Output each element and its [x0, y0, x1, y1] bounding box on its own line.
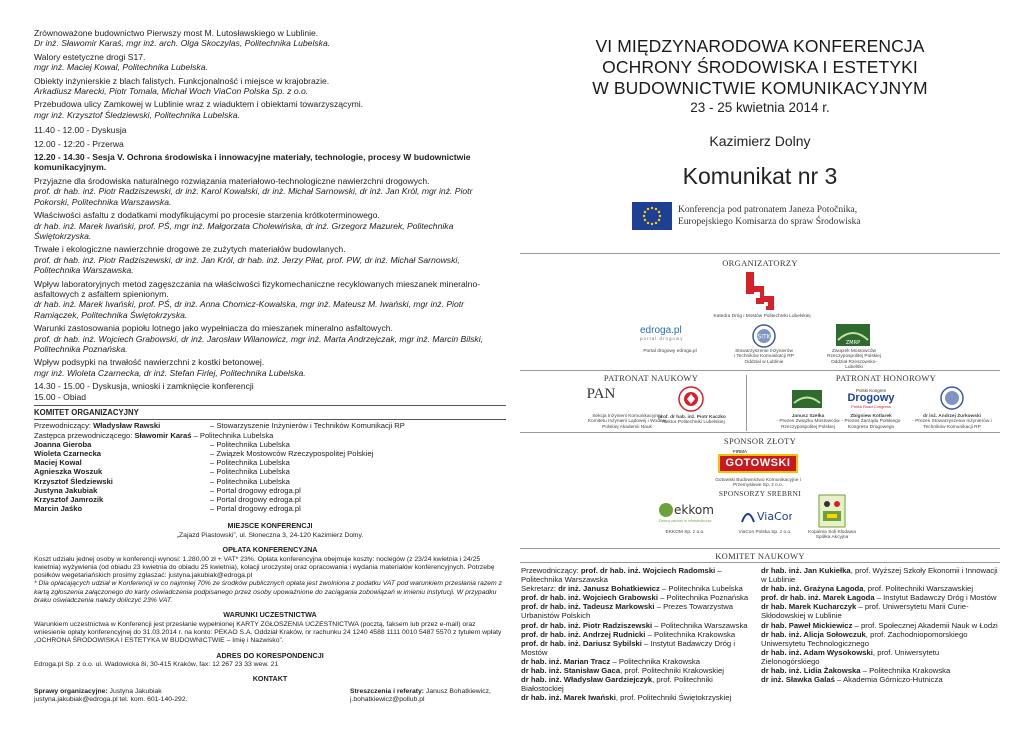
committee-entry: dr hab. inż. Marian Tracz – Politechnika Krakowska	[521, 656, 701, 666]
conference-title: VI MIĘDZYNARODOWA KONFERENCJA OCHRONY ŚRODOWISKA I ESTETYKI W BUDOWNICTWIE KOMUNIKACYJNYM	[592, 36, 928, 98]
zmrp-logo-text: ZMRP	[845, 340, 861, 346]
address-text: Edroga.pl Sp. z o.o. ul. Wadowicka 8i, 30-415 Kraków, fax: 12 267 23 33 wew. 21	[34, 661, 279, 669]
committee-entry: dr hab. inż. Marek Iwański, prof. Politechniki Świętokrzyskiej	[521, 693, 732, 703]
sitk-logo-small	[940, 386, 964, 410]
session-title: 12.20 - 14.30 - Sesja V. Ochrona środowiska i innowacyjne materiały, technologie, procesy W budownictwie komunikacyjnym.	[34, 152, 471, 173]
divider	[34, 419, 506, 420]
fee-text: Koszt udziału jednej osoby w konferencji wynosi: 1.280,00 zł + VAT* 23%. Opłata konferencyjna obejmuje koszty: noclegów (z 23/24 kwietnia i 24/25 kwietnia) wyżywienia (od obiadu 23 kwietnia do obiadu 25 kwietnia), kolacji uroczystej oraz opracowania i wydania materiałów konferencyjnych. Potrzebę posiłków wegetariańskich prosimy zgłaszać: justyna.jakubiak@edroga.pl	[34, 555, 495, 580]
committee-vice-chair	[34, 431, 506, 440]
talk-title: Wpływ podsypki na trwałość nawierzchni z kostki betonowej.	[34, 357, 265, 368]
talk-title: Trwałe i ekologiczne nawierzchnie drogowe ze zużytych materiałów budowlanych.	[34, 244, 346, 255]
talk-title: Przebudowa ulicy Zamkowej w Lublinie wraz z wiaduktem i obiektami towarzyszącymi.	[34, 99, 364, 110]
talk-title: Właściwości asfaltu z dodatkami modyfikującymi po procesie starzenia krótkoterminowego.	[34, 210, 380, 221]
talk-title: Walory estetyczne drogi S17.	[34, 51, 146, 62]
committee-chair	[34, 421, 506, 430]
committee-entry: dr hab. Marek Kucharczyk – prof. Uniwersytetu Marii Curie-Skłodowskiej w Lublinie	[761, 602, 969, 621]
committee-member: Krzysztof Jamrozik – Portal drogowy edroga.pl	[34, 495, 301, 505]
committee-entry: dr hab. inż. Grażyna Łagoda, prof. Politechniki Warszawskiej	[761, 584, 974, 594]
edroga-caption: Portal drogowy edroga.pl	[643, 349, 697, 354]
committee-entry: dr hab. inż. Jan Kukiełka, prof. Wyższej Szkoły Ekonomii i Innowacji w Lublinie	[761, 566, 998, 585]
ekkom-tagline: Zielony partner w infrastrukturze	[658, 519, 712, 523]
organizing-committee-title: KOMITET ORGANIZACYJNY	[34, 408, 139, 417]
contact-email[interactable]: justyna.jakubiak@edroga.pl tel. kom. 601-140-292.	[34, 696, 188, 704]
address-title: ADRES DO KORESPONDENCJI	[216, 650, 324, 660]
silver-sponsors-title: SPONSORZY SREBRNI	[718, 489, 802, 498]
header-column	[520, 28, 1000, 230]
conditions-text: Warunkiem uczestnictwa w Konferencji jest przesłanie wypełnionej KARTY ZGŁOSZENIA UCZESTNICTWA (pocztą, faksem lub przez e-mail) oraz wniesienie opłaty konferencyjnej do 31.03.2014 r. na konto: PEKAO S.A. Oddział Kraków, nr rachunku 24 1240 4588 1111 0010 5487 5570 z tytułem wpłaty „OCHRONA ŚRODOWISKA I ESTETYKA W BUDOWNICTWIE – Imię i Nazwisko”.	[34, 620, 502, 645]
talk-title: Wpływ laboratoryjnych metod zagęszczania na właściwości fizykomechaniczne recyklowanych mieszanek mineralno-asfaltowych z asfaltem spienionym.	[34, 278, 481, 299]
announcement-number: Komunikat nr 3	[682, 163, 838, 189]
pollub-crest	[678, 386, 704, 412]
talk-authors: prof. dr hab. inż. Piotr Radziszewski, dr inż. Karol Kowalski, dr inż. Michał Sarnowski, dr inż. Jan Król, mgr inż. Piotr Pokorski, Politechnika Warszawska.	[34, 186, 473, 207]
committee-entry: Przewodniczący: prof. dr hab. inż. Wojciech Radomski – Politechnika Warszawska	[521, 566, 722, 585]
venue-title: MIEJSCE KONFERENCJI	[227, 521, 313, 531]
chair-name: Władysław Rawski	[93, 421, 161, 431]
committee-entry: dr hab. inż. Lidia Żakowska – Politechnika Krakowska	[761, 666, 951, 676]
committee-member: Joanna Gieroba – Politechnika Lubelska	[34, 439, 290, 449]
kdim-logo	[742, 270, 782, 312]
scientific-patronage-title: PATRONAT NAUKOWY	[603, 373, 699, 383]
talk-authors: Dr inż. Sławomir Karaś, mgr inż. arch. Olga Skoczylas, Politechnika Lubelska.	[34, 38, 331, 49]
ekkom-logo-text: ekkom	[674, 503, 714, 517]
klodawa-logo	[818, 494, 846, 528]
divider	[746, 375, 747, 431]
talk-title: Przyjazne dla środowiska naturalnego rozwiązania materiałowo-technologiczne nawierzchni drogowych.	[34, 175, 430, 186]
scientific-committee-left	[521, 566, 749, 702]
kdim-caption: Katedra Dróg i Mostów Politechniki Lubelskiej	[713, 314, 811, 319]
zmrp-logo-small	[792, 390, 822, 408]
chair-org: – Stowarzyszenie Inżynierów i Techników Komunikacji RP	[210, 421, 405, 431]
talk-title: Obiekty inżynierskie z blach falistych. Funkcjonalność i miejsce w krajobrazie.	[34, 75, 330, 86]
committee-entry: prof. dr hab. inż. Wojciech Grabowski – Politechnika Poznańska	[521, 593, 749, 603]
committee-entry: dr hab. inż. Stanisław Gaca, prof. Politechniki Krakowskiej	[521, 666, 724, 676]
committee-entry: dr hab. inż. Adam Wysokowski, prof. Uniwersytetu Zielonogórskiego	[761, 647, 940, 666]
honorary-patronage-title: PATRONAT HONOROWY	[835, 373, 937, 383]
schedule-discussion: 11.40 - 12.00 - Dyskusja	[34, 125, 127, 136]
viacon-logo-text: ViaCon	[757, 510, 792, 523]
talk-authors: mgr inż. Wioleta Czarnecka, dr inż. Stefan Firlej, Politechnika Lubelska.	[34, 367, 306, 378]
divider	[520, 432, 1000, 433]
gold-sponsor-title: SPONSOR ZŁOTY	[723, 436, 797, 446]
talk-authors: dr hab. inż. Marek Iwański, prof. PŚ, dr inż. Anna Chomicz-Kowalska, mgr inż. Mateusz M. Iwański, mgr inż. Piotr Ramiączek, Politechnika Świętokrzyska.	[34, 299, 464, 320]
edroga-logo: edroga.pl portal drogowy	[640, 325, 684, 341]
pan-logo: PAN	[586, 386, 616, 402]
schedule-lunch: 15.00 - Obiad	[34, 391, 87, 402]
szelka-caption: Janusz Szelka - Prezes Związku Mostowców Rzeczypospolitej Polskiej	[776, 414, 840, 430]
contact-abstracts: Streszczenia i referaty: Janusz Bohatkiewicz, j.bohatkiewicz@pollub.pl	[350, 687, 491, 704]
kotlarek-caption: Zbigniew Kotlarek - Prezes Zarządu Polskiego Kongresu Drogowego	[841, 414, 901, 430]
divider	[520, 370, 1000, 371]
committee-entry: prof. dr hab. inż. Dariusz Sybilski – Instytut Badawczy Dróg i Mostów	[521, 638, 736, 657]
contact-title: KONTAKT	[252, 674, 288, 684]
contact-row	[34, 688, 506, 705]
divider	[520, 562, 1000, 563]
scientific-committee-title: KOMITET NAUKOWY	[715, 551, 805, 561]
committee-member: Justyna Jakubiak – Portal drogowy edroga.pl	[34, 485, 301, 495]
committee-member: Marcin Jaśko – Portal drogowy edroga.pl	[34, 504, 301, 514]
divider	[34, 405, 506, 406]
conditions-title: WARUNKI UCZESTNICTWA	[223, 610, 317, 620]
committee-entry: dr hab. Paweł Mickiewicz – prof. Społecznej Akademii Nauk w Łodzi	[761, 620, 998, 630]
committee-member: Wioleta Czarnecka – Związek Mostowców Rzeczypospolitej Polskiej	[34, 449, 374, 459]
talk-authors: prof. dr hab. inż. Wojciech Grabowski, dr inż. Jarosław Wilanowicz, mgr inż. Marta Andrzejczak, mgr inż. Marcin Bilski, Politechnika Poznańska.	[34, 333, 483, 354]
organizers-title: ORGANIZATORZY	[722, 258, 798, 268]
vice-label: Zastępca przewodniczącego:	[34, 430, 135, 440]
eu-flag-icon	[632, 202, 672, 230]
viacon-logo	[740, 504, 792, 526]
vice-org: – Politechnika Lubelska	[191, 430, 274, 440]
sitk-caption: Stowarzyszenie Inżynierów i Techników Komunikacji RP Oddział w Lublinie	[734, 349, 794, 365]
divider	[520, 253, 1000, 254]
talk-authors: mgr inż. Maciej Kowal, Politechnika Lubelska.	[34, 62, 208, 73]
venue-text: „Zajazd Piastowski”, ul. Słoneczna 3, 24-120 Kazimierz Dolny.	[176, 531, 364, 539]
committee-entry: prof. dr hab. inż. Piotr Radziszewski – Politechnika Warszawska	[521, 620, 748, 630]
program-column	[34, 28, 506, 704]
talk-title: Zrównoważone budownictwo Pierwszy most M. Lutosławskiego w Lublinie.	[34, 28, 319, 38]
committee-members	[34, 440, 506, 514]
contact-email[interactable]: j.bohatkiewicz@pollub.pl	[350, 696, 425, 704]
pan-caption: Sekcja Inżynierii Komunikacyjnej Komitetu Inżynierii Lądowej i Wodnej Polskiej Akademii Nauk	[587, 414, 667, 430]
vice-name: Sławomir Karaś	[134, 430, 192, 440]
talk-authors: Arkadiusz Marecki, Piotr Tomala, Michał Woch ViaCon Polska Sp. z o.o.	[34, 86, 309, 97]
committee-member: Agnieszka Woszuk – Politechnika Lubelska	[34, 467, 290, 477]
rector-caption: prof. dr hab. inż. Piotr Kaczko - Rektor Politechniki Lubelskiej	[658, 415, 726, 426]
svg-text:SITK: SITK	[757, 333, 771, 341]
patronage-row	[632, 202, 1000, 230]
schedule-closing: 14.30 - 15.00 - Dyskusja, wnioski i zamknięcie konferencji	[34, 381, 254, 392]
talk-authors: dr hab. inż. Marek Iwański, prof. PŚ, mgr inż. Małgorzata Cholewińska, dr inż. Grzegorz Mazurek, Politechnika Świętokrzyska.	[34, 220, 454, 241]
fee-title: OPŁATA KONFERENCYJNA	[222, 545, 318, 555]
sitk-logo	[752, 324, 776, 348]
ekkom-caption: EKKOM Sp. z o.o.	[665, 530, 705, 535]
scientific-committee-right	[761, 566, 999, 684]
patronage-text: Konferencja pod patronatem Janeza Potočnika, Europejskiego Komisarza do spraw Środowiska	[678, 205, 861, 227]
pkd-logo: Polski Kongres Drogowy Polish Road Congress	[847, 388, 895, 409]
committee-entry: prof. dr hab. inż. Tadeusz Markowski – Prezes Towarzystwa Urbanistów Polskich	[521, 602, 734, 621]
zmrp-caption: Związek Mostowców Rzeczypospolitej Polskiej Oddział Rzeszowsko-Lubelski	[827, 349, 881, 371]
conference-place: Kazimierz Dolny	[709, 133, 811, 149]
zurkowski-caption: dr inż. Andrzej Żurkowski - Prezes Stowarzyszenia Inżynierów i Techników Komunikacji RP	[912, 414, 992, 430]
divider	[520, 548, 1000, 549]
contact-organizational: Sprawy organizacyjne: Justyna Jakubiak justyna.jakubiak@edroga.pl tel. kom. 601-140-292.	[34, 687, 188, 704]
talk-title: Warunki zastosowania popiołu lotnego jako wypełniacza do mieszanek mineralno asfaltowych.	[34, 323, 393, 334]
conference-dates: 23 - 25 kwietnia 2014 r.	[690, 100, 830, 115]
committee-entry: Sekretarz: dr inż. Janusz Bohatkiewicz – Politechnika Lubelska	[521, 584, 743, 594]
committee-entry: prof. dr hab. inż. Andrzej Rudnicki – Politechnika Krakowska	[521, 629, 736, 639]
talk-authors: prof. dr hab. inż. Piotr Radziszewski, dr inż. Jan Król, dr hab. inż. Jerzy Piłat, prof. PW, dr inż. Michał Sarnowski, Politechnika Warszawska.	[34, 254, 460, 276]
chair-label: Przewodniczący:	[34, 421, 94, 431]
fee-note: * Dla opłacających udział w Konferencji w co najmniej 70% ze środków publicznych opłata jest zwolniona z podatku VAT pod warunkiem przesłania razem z kartą zgłoszenia załączonego do karty oświadczenia podpisanego przez osoby upoważnione do zaciągania zobowiązań w imieniu instytucji. W przypadku braku oświadczenia należy doliczyć 23% VAT.	[34, 580, 502, 605]
schedule-break: 12.00 - 12:20 - Przerwa	[34, 138, 124, 149]
committee-member: Krzysztof Śledziewski – Politechnika Lubelska	[34, 476, 290, 486]
committee-entry: dr hab. inż. Władysław Gardziejczyk, prof. Politechniki Białostockiej	[521, 675, 713, 694]
committee-entry: dr inż. Sławka Galaś – Akademia Górniczo-Hutnicza	[761, 675, 943, 685]
zmrp-logo	[836, 324, 870, 346]
viacon-caption: ViaCon Polska Sp. z o.o.	[738, 530, 792, 535]
committee-entry: dr hab. inż. Alicja Sołowczuk, prof. Zachodniopomorskiego Uniwersytetu Technologicznego	[761, 629, 968, 648]
klodawa-caption: Kopalnia Soli Kłodawa Spółka Akcyjna	[808, 530, 856, 541]
committee-entry: prof. dr hab. inż. Marek Łagoda – Instytut Badawczy Dróg i Mostów	[761, 593, 997, 603]
committee-member: Maciej Kowal – Politechnika Lubelska	[34, 458, 290, 468]
ekkom-logo	[656, 498, 714, 526]
talk-authors: mgr inż. Krzysztof Śledziewski, Politechnika Lubelska.	[34, 109, 240, 120]
gotowski-logo: FIRMA GOTOWSKI	[718, 449, 798, 475]
gotowski-caption: Gotowski Budownictwo Komunikacyjne i Przemysłowe Sp. z o.o.	[715, 478, 801, 489]
